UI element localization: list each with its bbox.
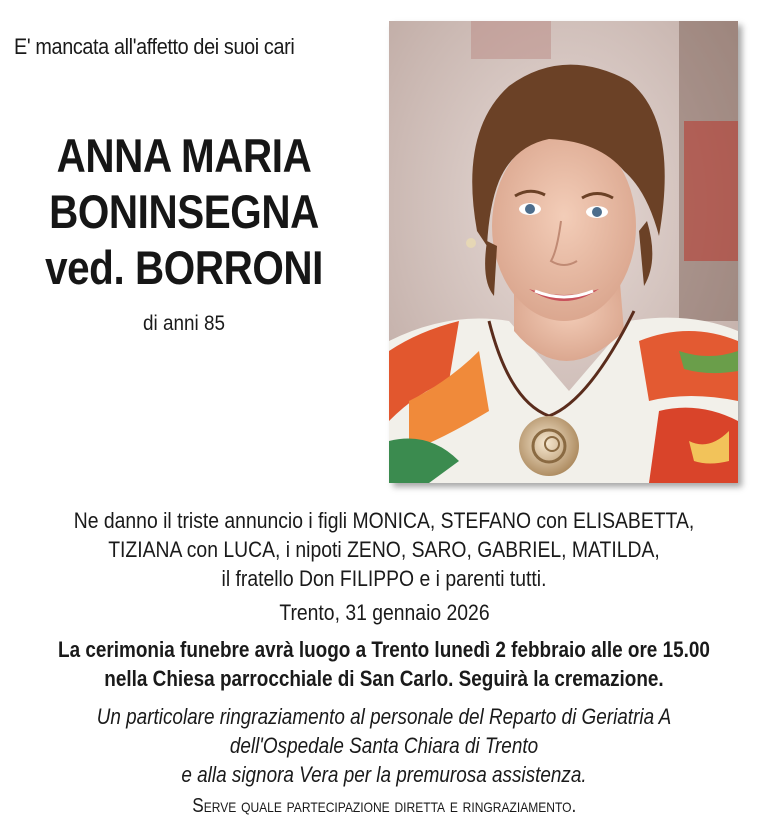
deceased-name <box>0 128 368 296</box>
name-line-2: BONINSEGNA <box>49 185 319 238</box>
age-text: di anni 85 <box>143 312 225 335</box>
date-line <box>0 600 768 626</box>
ceremony-line: nella Chiesa parrocchiale di San Carlo. Seguirà la cremazione. <box>104 666 664 691</box>
date-text: Trento, 31 gennaio 2026 <box>278 600 490 625</box>
thanks-line: dell'Ospedale Santa Chiara di Trento <box>229 733 539 758</box>
announcement-text <box>0 506 768 593</box>
closing-line <box>0 795 768 818</box>
thanks-line: Un particolare ringraziamento al personale del Reparto di Geriatria A <box>96 704 672 729</box>
closing-text: Serve quale partecipazione diretta e ringraziamento. <box>191 795 577 817</box>
announcement-line: Ne danno il triste annuncio i figli MONICA, STEFANO con ELISABETTA, <box>73 508 695 533</box>
intro-text: E' mancata all'affetto dei suoi cari <box>14 34 295 59</box>
name-line-1: ANNA MARIA <box>56 129 312 182</box>
name-line-3: ved. BORRONI <box>45 241 323 294</box>
ceremony-text <box>0 635 768 693</box>
ceremony-line: La cerimonia funebre avrà luogo a Trento lunedì 2 febbraio alle ore 15.00 <box>58 637 710 662</box>
announcement-line: TIZIANA con LUCA, i nipoti ZENO, SARO, GABRIEL, MATILDA, <box>108 537 660 562</box>
portrait-photo <box>389 21 738 483</box>
thanks-line: e alla signora Vera per la premurosa assistenza. <box>181 762 587 787</box>
announcement-line: il fratello Don FILIPPO e i parenti tutti. <box>221 566 547 591</box>
thanks-text <box>0 702 768 789</box>
